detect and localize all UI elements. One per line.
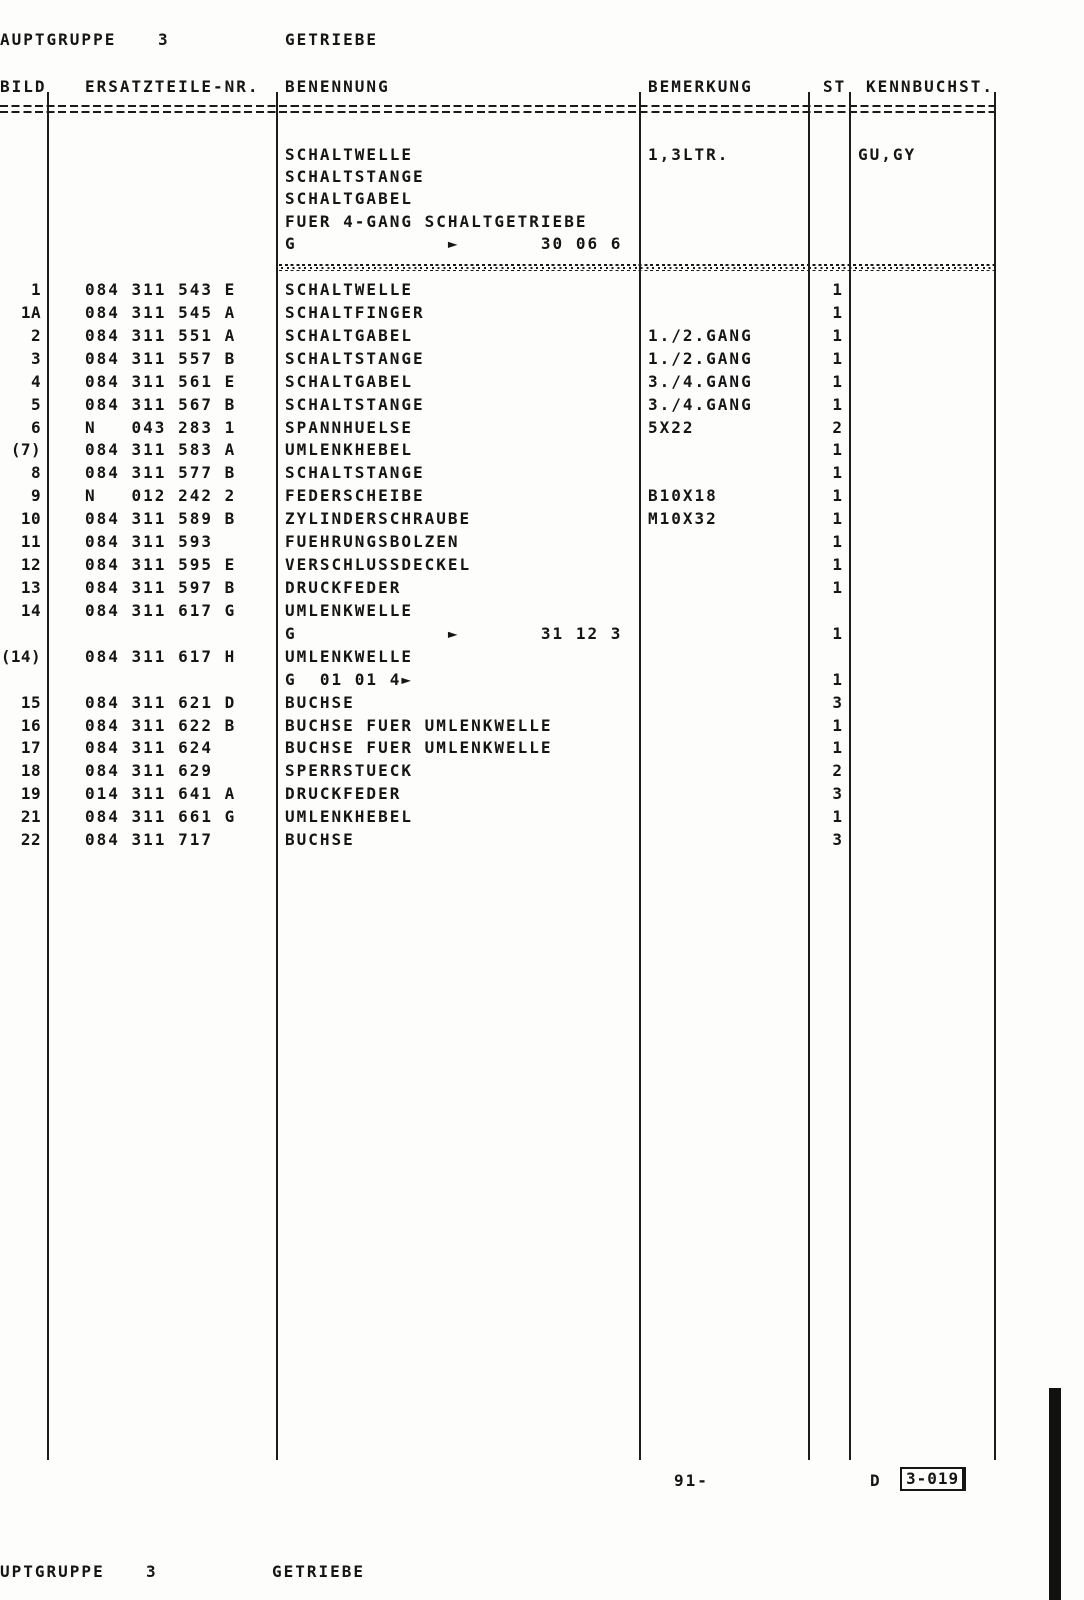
next-hauptgruppe-label: UPTGRUPPE (0, 1562, 105, 1581)
parts-row (0, 648, 1000, 666)
column-header-remark: BEMERKUNG (648, 77, 753, 96)
part-name: FEDERSCHEIBE (285, 486, 425, 506)
bild-number: 4 (30, 371, 41, 391)
part-name: G ► 31 12 3 (285, 623, 623, 643)
part-name: SCHALTWELLE (285, 280, 413, 299)
part-number: 084 311 593 (85, 532, 213, 552)
quantity: 1 (832, 486, 844, 506)
part-name: SCHALTSTANGE (285, 463, 425, 483)
remark: 3./4.GANG (648, 371, 753, 391)
part-number: 084 311 629 (85, 761, 213, 781)
parts-row (0, 487, 1000, 505)
bild-number: 17 (20, 738, 41, 758)
quantity: 1 (832, 325, 844, 345)
part-number: 014 311 641 A (85, 784, 237, 804)
parts-row (0, 396, 1000, 414)
group-description-line: SCHALTSTANGE (285, 167, 425, 186)
part-number: 084 311 545 A (85, 302, 237, 322)
bild-number: 5 (30, 394, 41, 414)
parts-row (0, 762, 1000, 780)
parts-row (0, 281, 1000, 299)
parts-row (0, 510, 1000, 528)
part-name: UMLENKHEBEL (285, 440, 413, 460)
bild-number: 12 (20, 555, 41, 574)
remark: 5X22 (648, 417, 695, 437)
part-number: N 043 283 1 (85, 417, 237, 437)
part-name: G 01 01 4► (285, 669, 413, 689)
bild-number: 16 (20, 715, 41, 735)
column-header-part-number: ERSATZTEILE-NR. (85, 77, 260, 96)
column-header-bild: BILD (0, 77, 47, 96)
part-number: 084 311 624 (85, 738, 213, 758)
bild-number: 9 (30, 486, 41, 506)
quantity: 1 (832, 555, 844, 574)
parts-row (0, 785, 1000, 803)
part-number: 084 311 622 B (85, 715, 237, 735)
bild-number: 21 (20, 807, 41, 827)
parts-row (0, 327, 1000, 345)
part-name: UMLENKHEBEL (285, 807, 413, 827)
quantity: 1 (832, 807, 844, 827)
quantity: 2 (832, 761, 844, 781)
part-name: FUEHRUNGSBOLZEN (285, 532, 460, 552)
remark: 1./2.GANG (648, 348, 753, 368)
page-code-box: 3-019 (900, 1467, 966, 1491)
bild-number: 1 (30, 280, 41, 299)
remark: 3./4.GANG (648, 394, 753, 414)
part-number: 084 311 617 G (85, 600, 237, 620)
part-name: SCHALTSTANGE (285, 348, 425, 368)
bild-number: 2 (30, 325, 41, 345)
part-number: 084 311 595 E (85, 555, 237, 574)
part-number: 084 311 557 B (85, 348, 237, 368)
bild-number: 13 (20, 578, 41, 597)
hauptgruppe-number: 3 (158, 30, 170, 49)
part-name: BUCHSE (285, 830, 355, 850)
parts-row (0, 556, 1000, 574)
group-description-line: FUER 4-GANG SCHALTGETRIEBE (285, 212, 588, 231)
bild-number: 18 (20, 761, 41, 781)
quantity: 1 (832, 738, 844, 758)
quantity: 3 (832, 692, 844, 712)
bild-number: 15 (20, 692, 41, 712)
next-hauptgruppe-number: 3 (146, 1562, 158, 1581)
part-number: 084 311 543 E (85, 280, 237, 299)
group-description-line: SCHALTWELLE (285, 145, 413, 164)
part-number: 084 311 589 B (85, 509, 237, 529)
bild-number: (7) (10, 440, 41, 460)
parts-row (0, 739, 1000, 757)
quantity: 1 (832, 348, 844, 368)
part-number: 084 311 583 A (85, 440, 237, 460)
group-code-letters: GU,GY (858, 145, 917, 164)
part-name: SCHALTGABEL (285, 325, 413, 345)
quantity: 1 (832, 280, 844, 299)
part-number: 084 311 551 A (85, 325, 237, 345)
part-name: ZYLINDERSCHRAUBE (285, 509, 472, 529)
part-name: SPERRSTUECK (285, 761, 413, 781)
bild-number: 10 (20, 509, 41, 529)
bild-number: 1A (20, 302, 41, 322)
part-number: 084 311 567 B (85, 394, 237, 414)
part-name: DRUCKFEDER (285, 578, 402, 597)
quantity: 1 (832, 509, 844, 529)
part-name: UMLENKWELLE (285, 600, 413, 620)
scan-edge-bar (1049, 1388, 1061, 1600)
part-name: DRUCKFEDER (285, 784, 402, 804)
part-number: 084 311 577 B (85, 463, 237, 483)
part-number: 084 311 561 E (85, 371, 237, 391)
remark: B10X18 (648, 486, 718, 506)
parts-row (0, 464, 1000, 482)
language-code: D (870, 1471, 882, 1490)
part-name: VERSCHLUSSDECKEL (285, 555, 472, 574)
parts-row (0, 831, 1000, 849)
quantity: 1 (832, 440, 844, 460)
quantity: 1 (832, 578, 844, 597)
part-number: 084 311 621 D (85, 692, 237, 712)
bild-number: 3 (30, 348, 41, 368)
quantity: 1 (832, 371, 844, 391)
page-number: 91- (674, 1471, 709, 1490)
remark: 1./2.GANG (648, 325, 753, 345)
quantity: 1 (832, 463, 844, 483)
part-number: 084 311 617 H (85, 646, 237, 666)
parts-row (0, 579, 1000, 597)
part-number: 084 311 717 (85, 830, 213, 850)
parts-row (0, 808, 1000, 826)
column-header-code-letters: KENNBUCHST. (866, 77, 994, 96)
part-number: 084 311 597 B (85, 578, 237, 597)
hauptgruppe-name: GETRIEBE (285, 30, 379, 49)
bild-number: 22 (20, 830, 41, 850)
bild-number: 11 (20, 532, 41, 552)
parts-row-continuation (0, 625, 1000, 643)
part-name: BUCHSE FUER UMLENKWELLE (285, 738, 553, 758)
column-header-quantity: ST (823, 77, 847, 96)
bild-number: (14) (0, 646, 41, 666)
parts-row (0, 373, 1000, 391)
quantity: 1 (832, 394, 844, 414)
bild-number: 8 (30, 463, 41, 483)
parts-row (0, 602, 1000, 620)
quantity: 1 (832, 715, 844, 735)
quantity: 3 (832, 784, 844, 804)
quantity: 1 (832, 532, 844, 552)
part-name: BUCHSE FUER UMLENKWELLE (285, 715, 553, 735)
part-name: BUCHSE (285, 692, 355, 712)
quantity: 1 (832, 623, 844, 643)
part-name: SCHALTFINGER (285, 302, 425, 322)
part-number: 084 311 661 G (85, 807, 237, 827)
bild-number: 19 (20, 784, 41, 804)
quantity: 3 (832, 830, 844, 850)
group-description-line: SCHALTGABEL (285, 189, 413, 208)
part-number: N 012 242 2 (85, 486, 237, 506)
group-remark: 1,3LTR. (648, 145, 730, 164)
parts-row (0, 350, 1000, 368)
parts-row (0, 533, 1000, 551)
quantity: 1 (832, 669, 844, 689)
parts-row (0, 717, 1000, 735)
part-name: UMLENKWELLE (285, 646, 413, 666)
part-name: SCHALTGABEL (285, 371, 413, 391)
part-name: SPANNHUELSE (285, 417, 413, 437)
column-header-name: BENENNUNG (285, 77, 390, 96)
bild-number: 14 (20, 600, 41, 620)
bild-number: 6 (30, 417, 41, 437)
hauptgruppe-label: AUPTGRUPPE (0, 30, 117, 49)
part-name: SCHALTSTANGE (285, 394, 425, 414)
group-description-line: G ► 30 06 6 (285, 234, 623, 253)
parts-row (0, 419, 1000, 437)
quantity: 2 (832, 417, 844, 437)
remark: M10X32 (648, 509, 718, 529)
parts-row (0, 441, 1000, 459)
quantity: 1 (832, 302, 844, 322)
next-hauptgruppe-name: GETRIEBE (272, 1562, 366, 1581)
parts-row-continuation (0, 671, 1000, 689)
parts-row (0, 694, 1000, 712)
parts-row (0, 304, 1000, 322)
